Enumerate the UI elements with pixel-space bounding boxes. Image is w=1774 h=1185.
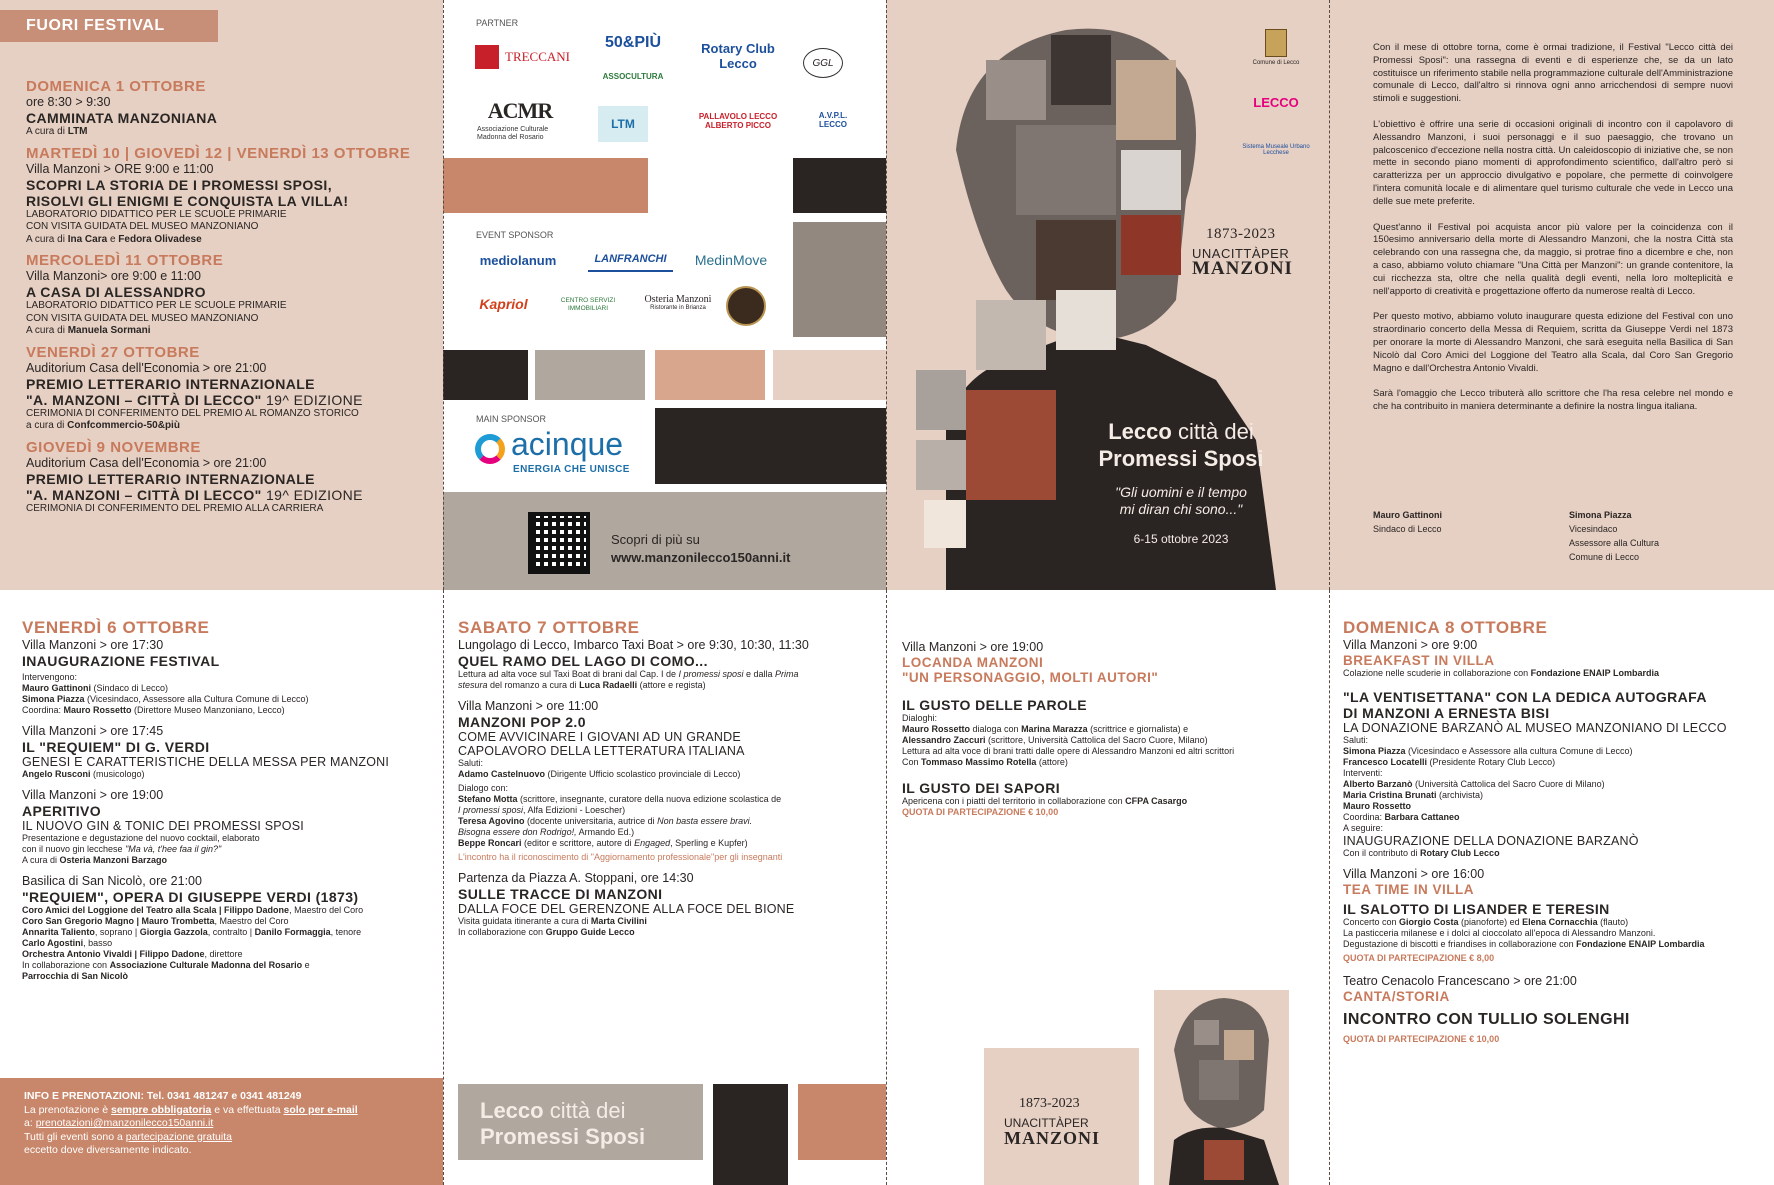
info-line: La prenotazione è sempre obbligatoria e va effettuata solo per e-mail <box>24 1103 358 1116</box>
event-date: VENERDÌ 27 OTTOBRE <box>26 343 200 361</box>
event-detail: Interventi: <box>1343 768 1383 778</box>
event-detail: Mauro Gattinoni (Sindaco di Lecco) <box>22 683 169 693</box>
intro-paragraph: Sarà l'omaggio che Lecco tributerà allo scrittore che l'ha resa celebre nel mondo e che ha contribuito in maniera determinante a definire la nostra lingua italiana. <box>1373 388 1733 413</box>
event-detail: stesura del romanzo a cura di Luca Radaelli (attore e regista) <box>458 680 706 690</box>
event-detail: A cura di Osteria Manzoni Barzago <box>22 855 168 865</box>
info-line: a: prenotazioni@manzonilecco150anni.it <box>24 1117 214 1129</box>
deco-block <box>655 408 886 484</box>
website-link[interactable]: www.manzonilecco150anni.it <box>611 550 791 565</box>
event-time: Villa Manzoni > ore 16:00 <box>1343 867 1485 881</box>
event-date: GIOVEDÌ 9 NOVEMBRE <box>26 438 201 456</box>
fold-line <box>886 590 887 1185</box>
event-detail: Mauro Rossetto dialoga con Marina Marazza (scrittrice e giornalista) e <box>902 724 1189 734</box>
event-subtitle: CAPOLAVORO DELLA LETTERATURA ITALIANA <box>458 744 745 758</box>
event-detail: Parrocchia di San Nicolò <box>22 971 129 981</box>
event-time: Partenza da Piazza A. Stoppani, ore 14:30 <box>458 871 694 885</box>
event-title: INAUGURAZIONE FESTIVAL <box>22 653 220 669</box>
mini-cover <box>984 1048 1139 1185</box>
event-detail: Coro San Gregorio Magno | Mauro Trombetta, Maestro del Coro <box>22 916 289 926</box>
qr-caption: Scopri di più su <box>611 532 700 547</box>
event-detail: Stefano Motta (scrittore, insegnante, curatore della nuova edizione scolastica de <box>458 794 782 804</box>
event-desc: CERIMONIA DI CONFERIMENTO DEL PREMIO AL ROMANZO STORICO <box>26 407 359 419</box>
event-title: "A. MANZONI – CITTÀ DI LECCO" 19^ EDIZIONE <box>26 486 363 503</box>
event-note: L'incontro ha il riconoscimento di "Aggiornamento professionale"per gli insegnanti <box>458 852 783 862</box>
fuori-event-2 <box>26 145 436 247</box>
event-subtitle: DALLA FOCE DEL GERENZONE ALLA FOCE DEL BIONE <box>458 902 795 916</box>
event-title: CAMMINATA MANZONIANA <box>26 110 218 126</box>
fold-line <box>886 0 887 590</box>
event-detail: I promessi sposi, Alfa Edizioni - Loescher) <box>458 805 626 815</box>
event-credit: a cura di Confcommercio-50&più <box>26 420 180 431</box>
info-line: eccetto dove diversamente indicato. <box>24 1144 192 1156</box>
event-detail: Degustazione di biscotti e friandises in collaborazione con Fondazione ENAIP Lombardia <box>1343 939 1705 949</box>
event-time: Teatro Cenacolo Francescano > ore 21:00 <box>1343 974 1577 988</box>
event-time: Villa Manzoni > ore 17:45 <box>22 724 164 738</box>
event-time: Villa Manzoni > ore 11:00 <box>458 699 599 713</box>
event-title: BREAKFAST IN VILLA <box>1343 653 1495 668</box>
event-title: IL GUSTO DELLE PAROLE <box>902 697 1087 713</box>
event-detail: Carlo Agostini, basso <box>22 938 113 948</box>
event-detail: Bisogna essere don Rodrigo!, Armando Ed.) <box>458 827 635 837</box>
signature-deputy: Simona Piazza Vicesindaco Assessore alla Cultura Comune di Lecco <box>1569 510 1660 562</box>
event-subtitle: IL SALOTTO DI LISANDER E TERESIN <box>1343 901 1610 917</box>
price-note: QUOTA DI PARTECIPAZIONE € 10,00 <box>902 807 1059 817</box>
event-detail: Saluti: <box>1343 735 1369 745</box>
deco-block <box>655 350 765 400</box>
event-desc: LABORATORIO DIDATTICO PER LE SCUOLE PRIMARIE <box>26 300 287 311</box>
rotary-logo: Rotary Club Lecco <box>701 41 775 71</box>
deco-block <box>443 350 528 400</box>
event-title: SCOPRI LA STORIA DE I PROMESSI SPOSI, <box>26 176 332 193</box>
fold-line <box>443 0 444 590</box>
event-time: Villa Manzoni > ore 9:00 <box>1343 638 1478 652</box>
event-subtitle: INCONTRO CON TULLIO SOLENGHI <box>1343 1011 1630 1028</box>
event-title: CANTA/STORIA <box>1343 989 1450 1004</box>
event-date: MARTEDÌ 10 | GIOVEDÌ 12 | VENERDÌ 13 OTTOBRE <box>26 144 411 162</box>
event-title: PREMIO LETTERARIO INTERNAZIONALE <box>26 470 315 487</box>
fuori-festival-panel <box>0 0 443 590</box>
saturday-evening-panel <box>886 590 1329 1185</box>
event-detail: Coro Amici del Loggione del Teatro alla Scala | Filippo Dadone, Maestro del Coro <box>22 905 364 915</box>
day-header: VENERDÌ 6 OTTOBRE <box>22 618 210 637</box>
event-detail: Beppe Roncari (editor e scrittore, autore di Engaged, Sperling e Kupfer) <box>458 838 748 848</box>
centro-servizi-logo: CENTRO SERVIZI IMMOBILIARI <box>560 297 616 312</box>
event-detail: Coordina: Mauro Rossetto (Direttore Museo Manzoniano, Lecco) <box>22 705 285 715</box>
main-sponsor-label: MAIN SPONSOR <box>476 414 547 424</box>
fuori-event-4 <box>26 344 436 433</box>
intro-paragraph: L'obiettivo è offrire una serie di occasioni originali di incontro con il capolavoro di Alessandro Manzoni, i suoi personaggi e il suo paesaggio, che trovano un palcoscenico d'eccezione nella nostra città. Un caleidoscopio di iniziative che, se non mette in secondo piano momenti di approfondimento scientifico, dall'altro però si caratterizza per un approccio divulgativo e popolare, che permette di coinvolgere l'intera comunità locale e di alimentare quel turismo culturale che vede in Lecco una delle sue mete preferite. <box>1373 118 1733 207</box>
deco-block <box>773 350 886 400</box>
day-header: DOMENICA 8 OTTOBRE <box>1343 618 1548 637</box>
email-link[interactable]: prenotazioni@manzonilecco150anni.it <box>35 1117 214 1129</box>
event-detail: Simona Piazza (Vicesindaco, Assessore alla Cultura Comune di Lecco) <box>22 694 309 704</box>
info-line: Tutti gli eventi sono a partecipazione gratuita <box>24 1130 232 1143</box>
medinmove-logo: MedinMove <box>694 252 768 268</box>
festival-title-box: Lecco città dei Promessi Sposi <box>458 1084 703 1160</box>
event-time: Villa Manzoni > ore 19:00 <box>22 788 164 802</box>
event-title: SULLE TRACCE DI MANZONI <box>458 886 663 902</box>
event-detail: Visita guidata itinerante a cura di Marta Civilini <box>458 916 647 926</box>
event-detail: Concerto con Giorgio Costa (pianoforte) ed Elena Cornacchia (flauto) <box>1343 917 1629 927</box>
event-title: "UN PERSONAGGIO, MOLTI AUTORI" <box>902 670 1159 685</box>
cover-dates: 6-15 ottobre 2023 <box>1133 532 1229 546</box>
fold-line <box>443 590 444 1185</box>
ggl-logo: GGL <box>803 48 843 78</box>
event-title: DI MANZONI A ERNESTA BISI <box>1343 705 1550 721</box>
cinquantaepiu-logo: 50&PIÙ <box>604 34 662 51</box>
event-subtitle: GENESI E CARATTERISTICHE DELLA MESSA PER MANZONI <box>22 755 390 769</box>
mediolanum-logo: mediolanum <box>479 252 557 268</box>
event-detail: Annarita Taliento, soprano | Giorgia Gazzola, contralto | Danilo Formaggia, tenore <box>22 927 362 937</box>
event-time: Villa Manzoni > ore 19:00 <box>902 640 1044 654</box>
lanfranchi-logo: LANFRANCHI <box>588 248 673 272</box>
event-detail: Colazione nelle scuderie in collaborazione con Fondazione ENAIP Lombardia <box>1343 668 1659 678</box>
event-title: TEA TIME IN VILLA <box>1343 882 1474 897</box>
event-title: QUEL RAMO DEL LAGO DI COMO... <box>458 653 708 669</box>
event-detail: Presentazione e degustazione del nuovo cocktail, elaborato <box>22 833 260 843</box>
acmr-subtitle: Associazione Culturale Madonna del Rosario <box>477 126 549 141</box>
friday-panel <box>0 590 443 1185</box>
acinque-tagline: ENERGIA CHE UNISCE <box>513 464 630 475</box>
partner-label: PARTNER <box>476 18 519 28</box>
event-subtitle: INAUGURAZIONE DELLA DONAZIONE BARZANÒ <box>1343 834 1639 848</box>
event-title: MANZONI POP 2.0 <box>458 714 586 730</box>
event-detail: Maria Cristina Brunati (archivista) <box>1343 790 1484 800</box>
price-note: QUOTA DI PARTECIPAZIONE € 10,00 <box>1343 1034 1500 1044</box>
event-time: Basilica di San Nicolò, ore 21:00 <box>22 874 202 888</box>
deco-block <box>793 158 886 213</box>
intro-panel <box>1329 0 1774 590</box>
event-detail: Dialogo con: <box>458 783 509 793</box>
event-detail: Angelo Rusconi (musicologo) <box>22 769 145 779</box>
event-detail: In collaborazione con Associazione Culturale Madonna del Rosario e <box>22 960 310 970</box>
event-detail: Alberto Barzanò (Università Cattolica del Sacro Cuore di Milano) <box>1343 779 1605 789</box>
acinque-icon <box>475 434 505 464</box>
fold-line <box>1329 590 1330 1185</box>
event-date: DOMENICA 1 OTTOBRE <box>26 78 206 95</box>
price-note: QUOTA DI PARTECIPAZIONE € 8,00 <box>1343 953 1495 963</box>
cover-panel <box>886 0 1329 590</box>
cover-manzoni: MANZONI <box>1192 258 1293 279</box>
sistema-museale-logo: Sistema Museale Urbano Lecchese <box>1242 144 1310 156</box>
event-credit: A cura di Ina Cara e Fedora Olivadese <box>26 233 202 245</box>
event-sponsor-box <box>443 222 786 340</box>
seal-logo <box>726 286 766 326</box>
kapriol-logo: Kapriol <box>479 296 528 312</box>
event-subtitle: LA DONAZIONE BARZANÒ AL MUSEO MANZONIANO DI LECCO <box>1343 721 1727 735</box>
event-title: A CASA DI ALESSANDRO <box>26 284 206 300</box>
event-subtitle: COME AVVICINARE I GIOVANI AD UN GRANDE <box>458 730 741 744</box>
event-title: APERITIVO <box>22 803 102 819</box>
main-sponsor-box <box>443 408 648 484</box>
event-detail: Saluti: <box>458 758 484 768</box>
event-title: IL GUSTO DEI SAPORI <box>902 780 1060 796</box>
mini-cover-years: 1873-2023 <box>1019 1096 1080 1111</box>
osteria-logo: Osteria Manzoni Ristorante in Brianza <box>644 294 712 311</box>
event-detail: In collaborazione con Gruppo Guide Lecco <box>458 927 635 937</box>
event-detail: La pasticceria milanese e i dolci al cioccolato all'epoca di Alessandro Manzoni. <box>1343 928 1656 938</box>
intro-paragraph: Per questo motivo, abbiamo voluto inaugurare questa edizione del Festival con uno straordinario concerto della Messa di Requiem, scritta da Giuseppe Verdi nel 1873 per onorare la morte di Alessandro Manzoni, che sarà eseguita nella Basilica di San Nicolò dal Coro Amici del Loggione del Teatro alla Scala, dal Coro San Gregorio Magno e dall'Orchestra Antonio Vivaldi. <box>1373 311 1733 374</box>
event-detail: Alessandro Zaccuri (scrittore, Università Cattolica del Sacro Cuore, Milano) <box>902 735 1208 745</box>
event-detail: Mauro Rossetto <box>1343 801 1412 811</box>
event-title: RISOLVI GLI ENIGMI E CONQUISTA LA VILLA! <box>26 192 349 209</box>
event-title: IL "REQUIEM" DI G. VERDI <box>22 739 210 755</box>
event-detail: Simona Piazza (Vicesindaco e Assessore alla cultura Comune di Lecco) <box>1343 746 1633 756</box>
event-date: MERCOLEDÌ 11 OTTOBRE <box>26 252 224 269</box>
event-detail: Con il contributo di Rotary Club Lecco <box>1343 848 1500 858</box>
cover-quote: "Gli uomini e il tempo mi diran chi sono..." <box>1115 484 1247 517</box>
fuori-event-1 <box>26 78 436 139</box>
event-time: ore 8:30 > 9:30 <box>26 95 111 109</box>
sponsors-panel <box>443 0 886 590</box>
event-desc: CON VISITA GUIDATA DEL MUSEO MANZONIANO <box>26 221 259 232</box>
intro-paragraph: Quest'anno il Festival poi acquista ancor più valore per la coincidenza con il 150esimo anniversario della morte di Alessandro Manzoni, che la nostra Città sta celebrando con una rassegna che, da maggio, si protrae fino a dicembre e che, non a caso, abbiamo voluto chiamare "Una Città per Manzoni": un grande contenitore, la cui ricchezza sta, oltre che nella qualità degli eventi, nella loro molteplicità e nell'apporto di creatività e progettazione offerto da numerose realtà di Lecco. <box>1373 221 1733 297</box>
event-time: Lungolago di Lecco, Imbarco Taxi Boat > ore 9:30, 10:30, 11:30 <box>458 638 809 652</box>
event-detail: Lettura ad alta voce di brani tratti dalle opere di Alessandro Manzoni ed altri scrittori <box>902 746 1235 756</box>
event-title: "LA VENTISETTANA" CON LA DEDICA AUTOGRAFA <box>1343 689 1707 705</box>
event-credit: A cura di LTM <box>26 126 88 137</box>
fuori-event-3 <box>26 252 436 338</box>
mini-cover-una: UNACITTÀPER <box>1004 1116 1089 1130</box>
pallavolo-logo: PALLAVOLO LECCO ALBERTO PICCO <box>698 112 778 130</box>
deco-block <box>535 350 645 400</box>
event-detail: Con Tommaso Massimo Rotella (attore) <box>902 757 1068 767</box>
signature-mayor: Mauro Gattinoni Sindaco di Lecco <box>1373 510 1442 534</box>
event-credit: A cura di Manuela Sormani <box>26 325 151 336</box>
acmr-logo: ACMR <box>487 98 553 123</box>
mini-portrait-mosaic <box>1154 990 1289 1185</box>
event-detail: A seguire: <box>1343 823 1384 833</box>
fold-line <box>1329 0 1330 590</box>
cover-una-citta: UNACITTÀPER <box>1192 246 1290 261</box>
event-time: Auditorium Casa dell'Economia > ore 21:00 <box>26 360 267 375</box>
fuori-event-5 <box>26 439 436 516</box>
avpl-logo: A.V.P.L. LECCO <box>818 111 848 129</box>
event-subtitle: IL NUOVO GIN & TONIC DEI PROMESSI SPOSI <box>22 819 304 833</box>
info-box <box>0 1078 443 1185</box>
event-sponsor-label: EVENT SPONSOR <box>476 230 554 240</box>
event-title: "REQUIEM", OPERA DI GIUSEPPE VERDI (1873) <box>22 889 359 905</box>
event-detail: Teresa Agovino (docente universitaria, autrice di Non basta essere bravi. <box>458 816 753 826</box>
info-title: INFO E PRENOTAZIONI: Tel. 0341 481247 e 0341 481249 <box>24 1090 302 1102</box>
ltm-logo: LTM <box>598 106 648 142</box>
saturday-panel <box>443 590 886 1185</box>
event-time: Villa Manzoni > ore 17:30 <box>22 638 164 652</box>
event-detail: Coordina: Barbara Cattaneo <box>1343 812 1460 822</box>
event-time: Auditorium Casa dell'Economia > ore 21:00 <box>26 455 267 470</box>
comune-lecco-logo: Comune di Lecco <box>1246 22 1306 72</box>
deco-block <box>713 1084 788 1185</box>
cover-years: 1873-2023 <box>1206 226 1276 242</box>
event-desc: LABORATORIO DIDATTICO PER LE SCUOLE PRIMARIE <box>26 208 287 220</box>
deco-block <box>793 222 886 337</box>
day-header: SABATO 7 OTTOBRE <box>458 618 640 637</box>
event-desc: CERIMONIA DI CONFERIMENTO DEL PREMIO ALLA CARRIERA <box>26 502 324 514</box>
event-title: PREMIO LETTERARIO INTERNAZIONALE <box>26 375 315 392</box>
fuori-festival-header: FUORI FESTIVAL <box>0 10 218 42</box>
assocultura-logo: ASSOCULTURA <box>602 71 664 81</box>
event-detail: Intervengono: <box>22 672 78 682</box>
event-title: LOCANDA MANZONI <box>902 655 1044 670</box>
event-time: Villa Manzoni> ore 9:00 e 11:00 <box>26 269 202 283</box>
event-detail: Adamo Castelnuovo (Dirigente Ufficio scolastico provinciale di Lecco) <box>458 769 741 779</box>
sunday-panel <box>1329 590 1774 1185</box>
intro-paragraph: Con il mese di ottobre torna, come è ormai tradizione, il Festival "Lecco città dei Promessi Sposi": una rassegna di eventi e di esperienze che, se da un lato costituisce un riferimento stabile nella programmazione culturale dell'Amministrazione comunale di Lecco, dall'altro si rinnova ogni anno arricchendosi di sempre nuovi stimoli e suggestioni. <box>1373 42 1733 105</box>
event-time: Villa Manzoni > ORE 9:00 e 11:00 <box>26 161 214 176</box>
event-detail: Lettura ad alta voce sul Taxi Boat di brani dal Cap. I de I promessi sposi e dalla Prima <box>458 669 799 679</box>
qr-code-icon[interactable] <box>528 512 590 574</box>
qr-area <box>443 492 886 590</box>
event-detail: Orchestra Antonio Vivaldi | Filippo Dadone, direttore <box>22 949 243 959</box>
event-detail: Apericena con i piatti del territorio in collaborazione con CFPA Casargo <box>902 796 1188 806</box>
acinque-logo: acinque <box>511 426 624 462</box>
mini-cover-manzoni: MANZONI <box>1004 1128 1100 1148</box>
deco-block <box>443 158 648 213</box>
event-detail: Francesco Locatelli (Presidente Rotary Club Lecco) <box>1343 757 1556 767</box>
event-detail: Dialoghi: <box>902 713 938 723</box>
treccani-logo: TRECCANI <box>475 42 575 72</box>
event-title: "A. MANZONI – CITTÀ DI LECCO" 19^ EDIZIONE <box>26 391 363 408</box>
event-detail: con il nuovo gin lecchese "Ma và, t'hee faa il gin?" <box>22 844 222 854</box>
event-desc: CON VISITA GUIDATA DEL MUSEO MANZONIANO <box>26 312 259 324</box>
cover-title: Lecco città dei Promessi Sposi <box>1098 419 1264 471</box>
lecco-land-logo: LECCO <box>1253 94 1299 110</box>
deco-block <box>798 1084 886 1160</box>
